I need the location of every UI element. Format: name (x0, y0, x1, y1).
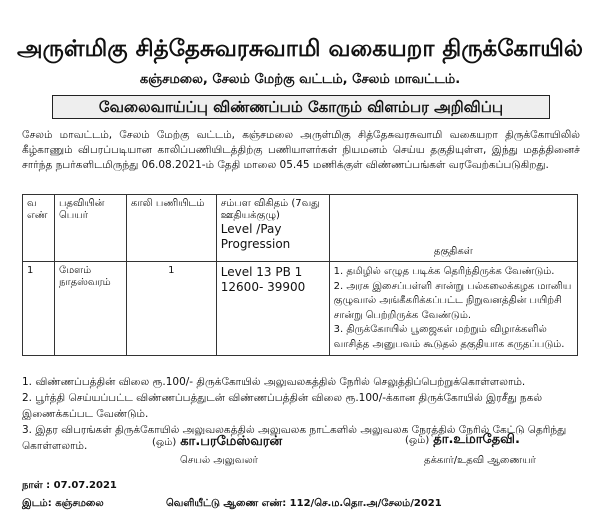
release-order-number: வெளியீட்டு ஆணை எண்: 112/செ.ம.தொ.அ/சேலம்/2021 (166, 498, 442, 509)
om-mark: (ஒம்) (405, 435, 430, 446)
notice-date: நாள் : 07.07.2021 (22, 480, 117, 491)
qualification-item: 2. அரசு இசைப்பள்ளி சான்று பல்கலைக்கழக மானிய குழுவால் அங்கீகரிக்கப்பட்ட நிறுவனத்தின் பயிற்சி சான்று பெற்றிருக்க வேண்டும். (333, 280, 572, 321)
header-post: பதவியின் பெயர் (54, 195, 126, 262)
table-row (23, 262, 578, 356)
row-pay: Level 13 PB 1 12600- 39900 (216, 262, 329, 356)
temple-title: அருள்மிகு சித்தேசுவரசுவாமி வகையறா திருக்கோயில் (17, 36, 583, 62)
commissioner-title: தக்கார்/உதவி ஆணையர் (424, 455, 536, 466)
header-qualification: தகுதிகள் (329, 195, 577, 262)
header-pay-english: Level /Pay Progression (220, 222, 291, 251)
note-item: 3. இதர விபரங்கள் திருக்கோயில் அலுவலகத்தில் அலுவலக நாட்களில் அலுவலக நேரத்தில் நேரில் கேட்டு தெரிந்து கொள்ளலாம். (22, 424, 567, 452)
executive-officer-signature (152, 434, 282, 450)
qualification-item: 1. தமிழில் எழுத படிக்க தெரிந்திருக்க வேண்டும். (333, 266, 555, 277)
commissioner-name: தா.உமாதேவி. (433, 432, 520, 447)
executive-officer-title: செயல் அலுவலர் (180, 455, 258, 466)
qualification-item: 3. திருக்கோயில் பூஜைகள் மற்றும் விழாக்களில் வாசித்த அனுபவம் கூடுதல் தகுதியாக கருதப்படும். (333, 324, 565, 350)
header-pay-tamil: சம்பள விகிதம் (7வது ஊதியக்குழு) (220, 198, 320, 221)
row-qualifications (329, 262, 577, 356)
note-item: 2. பூர்த்தி செய்யப்பட்ட விண்ணப்பத்துடன் விண்ணப்பத்தின் விலை ரூ.100/-க்கான திருக்கோயில் இரசீது நகல் இணைக்கப்பட வேண்டும். (22, 392, 543, 420)
note-item: 1. விண்ணப்பத்தின் விலை ரூ.100/- திருக்கோயில் அலுவலகத்தில் நேரில் செலுத்திப்பெற்றுக்கொள்ளலாம். (22, 376, 526, 388)
om-mark: (ஒம்) (152, 437, 177, 448)
header-sno: வ எண் (23, 195, 55, 262)
row-vacancy: 1 (126, 262, 216, 356)
intro-paragraph: சேலம் மாவட்டம், சேலம் மேற்கு வட்டம், கஞ்சமலை அருள்மிகு சித்தேசுவரசுவாமி வகையறா திருக்கோயிலில் கீழ்காணும் விபரப்படியான காலிப்பணியிடத்திற்கு பணியாளர்கள் நியமனம் செய்ய தகுதியுள்ள, இந்து மதத்தினைச் சார்ந்த நபர்களிடமிருந்து 06.08.2021-ம் தேதி மாலை 05.45 மணிக்குள் விண்ணப்பங்கள் வரவேற்கப்படுகிறது. (22, 129, 580, 171)
row-sno: 1 (23, 262, 55, 356)
notice-place: இடம்: கஞ்சமலை (22, 498, 104, 509)
vacancy-table (22, 194, 578, 356)
notice-banner: வேலைவாய்ப்பு விண்ணப்பம் கோரும் விளம்பர அறிவிப்பு (52, 95, 550, 119)
table-header-row (23, 195, 578, 262)
header-pay (216, 195, 329, 262)
header-vacancy: காலி பணியிடம் (126, 195, 216, 262)
temple-address: கஞ்சமலை, சேலம் மேற்கு வட்டம், சேலம் மாவட்டம். (139, 72, 461, 87)
row-post: மேளம் நாதஸ்வரம் (54, 262, 126, 356)
commissioner-signature (405, 432, 520, 448)
executive-officer-name: கா.பரமேஸ்வரன் (180, 434, 283, 449)
